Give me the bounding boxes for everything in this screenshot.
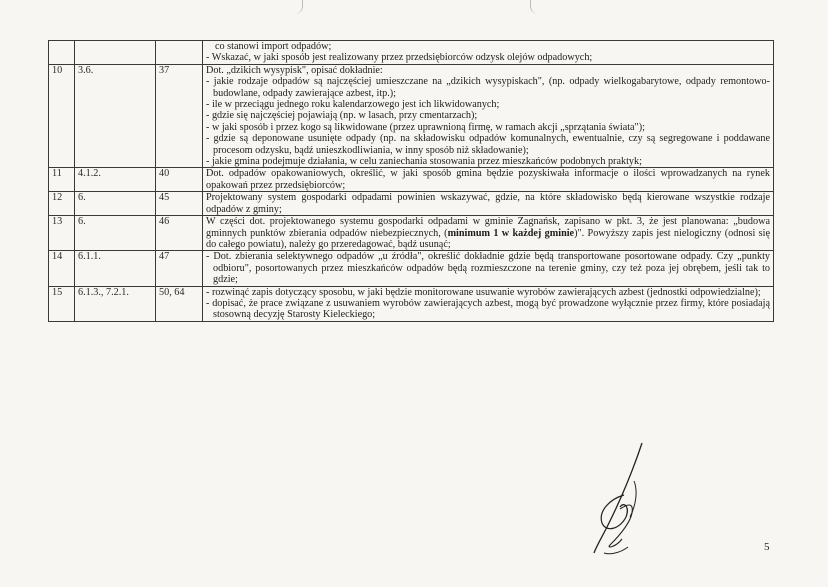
remark-line: - rozwinąć zapis dotyczący sposobu, w jaki będzie monitorowane usuwanie wyrobów zawierających azbest (jednostki odpowiedzialne); [206,286,761,298]
row-number: 11 [49,168,75,192]
remark-line: Projektowany system gospodarki odpadami powinien wskazywać, gdzie, na które składowisko będą kierowane wszystkie rodzaje odpadów z gminy; [206,192,770,215]
row-section: 6.1.1. [75,251,156,286]
table-row [49,41,774,65]
remark-line: Dot. „dzikich wysypisk", opisać dokładnie: [206,64,383,76]
row-remark [203,192,774,216]
table-row [49,168,774,192]
remark-line: - Dot. zbierania selektywnego odpadów „u źródła", określić dokładnie gdzie będą transportowane posortowane odpady. Czy „punkty odbioru", posortowanych przez mieszkańców odpadów będą rozmieszczone na terenie gminy, czy też poza jej obrębem, jeśli tak to gdzie; [206,251,770,286]
remark-text: W części dot. projektowanego systemu gospodarki odpadami w gminie Zagnańsk, zapisano w pkt. 3, że jest planowana: „budowa gminnych punktów zbierania odpadów niebezpiecznych, ( [206,216,770,239]
remark-text: )". Powyższy zapis jest nielogiczny (odnosi się do całego powiatu), należy go przeredagować, bądź usunąć; [206,227,770,250]
row-remark [203,286,774,321]
scan-artifact [294,0,303,14]
remark-line: - Wskazać, w jaki sposób jest realizowany przez przedsiębiorców odzysk olejów odpadowych; [206,52,593,64]
row-page: 50, 64 [156,286,203,321]
row-page: 46 [156,216,203,251]
row-section: 3.6. [75,64,156,168]
row-section: 6. [75,192,156,216]
table-row [49,216,774,251]
row-remark [203,216,774,251]
row-number [49,41,75,65]
remark-bold-text: minimum 1 w każdej gminie [447,227,575,239]
row-remark [203,64,774,168]
row-remark [203,41,774,65]
scan-artifact [530,0,539,14]
row-section: 6.1.3., 7.2.1. [75,286,156,321]
handwritten-signature [580,435,670,565]
row-page: 37 [156,64,203,168]
remark-line: - jakie rodzaje odpadów są najczęściej umieszczane na „dzikich wysypiskach", (np. odpady wielkogabarytowe, odpady remontowo-budowlane, odpady zawierające azbest, itp.); [206,76,770,99]
row-remark [203,251,774,286]
row-number: 12 [49,192,75,216]
remark-line: co stanowi import odpadów; [215,41,332,52]
row-number: 15 [49,286,75,321]
review-table [48,40,774,322]
row-number: 14 [49,251,75,286]
remark-line: - dopisać, że prace związane z usuwaniem wyrobów zawierających azbest, mogą być prowadzone wyłącznie przez firmy, które posiadają stosowną decyzję Starosty Kieleckiego; [206,297,770,321]
row-page [156,41,203,65]
remark-line: - w jaki sposób i przez kogo są likwidowane (przez uprawnioną firmę, w ramach akcji „sprzątania świata"); [206,121,645,133]
table-row [49,192,774,216]
row-page: 45 [156,192,203,216]
row-number: 13 [49,216,75,251]
table-row [49,286,774,321]
remark-line: - gdzie są deponowane usunięte odpady (np. na składowisku odpadów komunalnych, ewentualnie, czy są segregowane i poddawane procesom odzysku, bądź unieszkodliwiania, w inny sposób niż składowanie); [206,133,770,156]
remark-line: - ile w przeciągu jednego roku kalendarzowego jest ich likwidowanych; [206,99,500,111]
remark-line: - jakie gmina podejmuje działania, w celu zaniechania stosowania przez mieszkańców podobnych praktyk; [206,156,642,168]
table-row [49,251,774,286]
row-page: 47 [156,251,203,286]
row-number: 10 [49,64,75,168]
table-row [49,64,774,168]
remark-line: - gdzie się najczęściej pojawiają (np. w lasach, przy cmentarzach); [206,110,478,122]
row-section: 4.1.2. [75,168,156,192]
row-remark [203,168,774,192]
row-section: 6. [75,216,156,251]
row-section [75,41,156,65]
page-number: 5 [764,541,770,553]
remark-line: Dot. odpadów opakowaniowych, określić, w jaki sposób gmina będzie pozyskiwała informacje o ilości wprowadzanych na rynek opakowań przez przedsiębiorców; [206,168,770,191]
row-page: 40 [156,168,203,192]
